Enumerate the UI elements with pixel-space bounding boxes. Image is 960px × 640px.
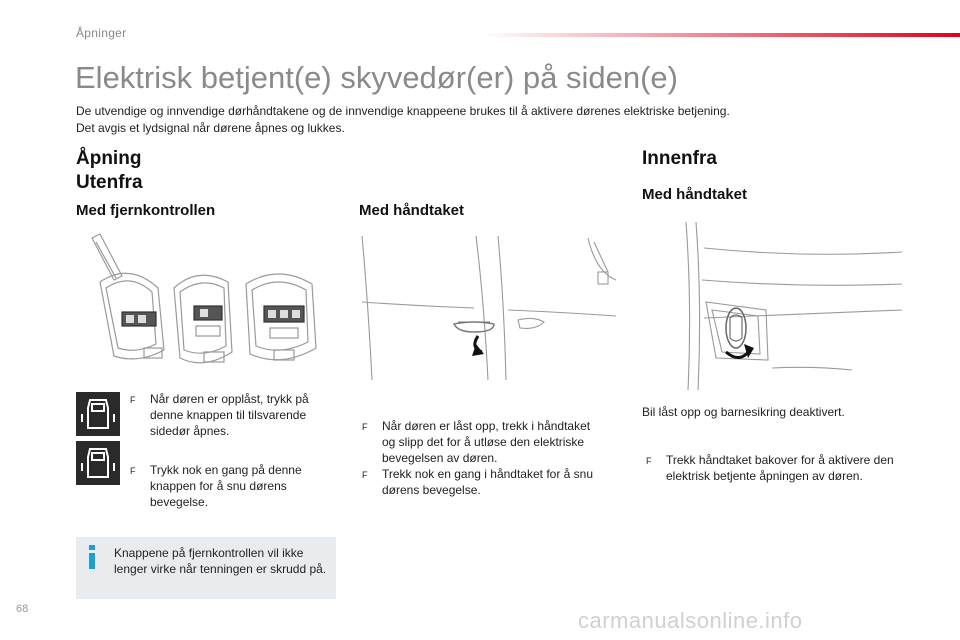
section-label: Åpninger [76,26,127,40]
page-number: 68 [16,603,29,615]
bullet-marker: F [362,470,368,480]
inside-handle-bullet-1: F Trekk håndtaket bakover for å aktivere den elektrisk betjente åpningen av døren. [646,453,894,483]
interior-handle-illustration [682,218,904,390]
info-text-line-2: lenger virke når tenningen er skrudd på. [114,562,327,576]
intro-line-2: Det avgis et lydsignal når dørene åpnes og lukkes. [76,121,345,135]
info-box [76,537,336,599]
bullet-marker: F [362,422,368,432]
remote-keys-illustration [78,232,334,380]
heading-inside: Innenfra [642,148,717,169]
exterior-handle-illustration [358,232,620,380]
page-title: Elektrisk betjent(e) skyvedør(er) på siden(e) [75,60,678,95]
heading-outside-handle: Med håndtaket [359,202,465,219]
heading-outside: Utenfra [76,172,143,193]
remote-door-button-icon-2 [76,441,120,485]
outside-handle-bullet-2: F Trekk nok en gang i håndtaket for å snu dørens bevegelse. [362,467,594,497]
watermark: carmanualsonline.info [578,608,803,633]
remote-door-button-icon [76,392,120,436]
heading-remote: Med fjernkontrollen [76,202,216,219]
outside-handle-bullet-1: F Når døren er låst opp, trekk i håndtaket og slipp det for å utløse den elektriske bevegelsen av døren. [362,419,591,465]
heading-opening: Åpning [76,148,142,169]
bullet-marker: F [130,395,136,405]
inside-note: Bil låst opp og barnesikring deaktivert. [642,405,845,419]
heading-inside-handle: Med håndtaket [642,186,748,203]
remote-bullet-2: F Trykk nok en gang på denne knappen for å snu dørens bevegelse. [130,463,302,509]
header-accent-rule [480,33,960,37]
info-icon [86,545,98,569]
bullet-marker: F [130,466,136,476]
bullet-marker: F [646,456,652,466]
intro-line-1: De utvendige og innvendige dørhåndtakene og de innvendige knappeene brukes til å aktivere dørenes elektriske betjening. [76,104,730,118]
info-text-line-1: Knappene på fjernkontrollen vil ikke [114,546,304,560]
remote-bullet-1: F Når døren er opplåst, trykk på denne knappen til tilsvarende sidedør åpnes. [130,392,309,438]
